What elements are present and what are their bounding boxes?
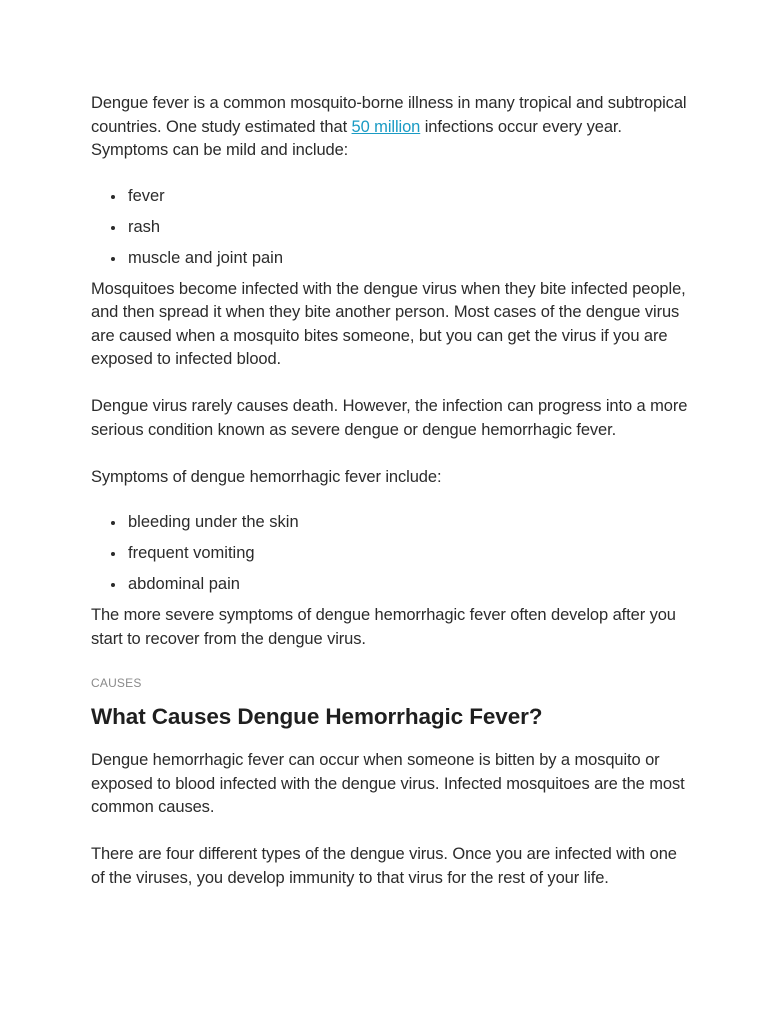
mild-symptoms-list (91, 185, 691, 271)
severe-symptoms-list (91, 511, 691, 597)
list-item: muscle and joint pain (128, 247, 691, 271)
paragraph-spacer (91, 442, 691, 466)
list-item: fever (128, 185, 691, 209)
causes-paragraph: Dengue hemorrhagic fever can occur when someone is bitten by a mosquito or exposed to blood infected with the dengue virus. Infected mosquitoes are the most common causes. (91, 751, 685, 816)
article-body (91, 92, 691, 890)
intro-text-end: infections occur every year. Symptoms can be mild and include: (91, 117, 622, 159)
section-heading: What Causes Dengue Hemorrhagic Fever? (91, 704, 543, 729)
severe-symptoms-intro: Symptoms of dengue hemorrhagic fever include: (91, 467, 442, 486)
virus-types-paragraph: There are four different types of the dengue virus. Once you are infected with one of the viruses, you develop immunity to that virus for the rest of your life. (91, 845, 677, 887)
intro-text-start: Dengue fever is a common mosquito-borne illness in many tropical and subtropical countries. One study estimated that (91, 94, 687, 136)
transmission-paragraph: Mosquitoes become infected with the dengue virus when they bite infected people, and then spread it when they bite another person. Most cases of the dengue virus are caused when a mosquito bites someone, but you can get the virus if you are exposed to infected blood. (91, 279, 686, 368)
statistic-link[interactable]: 50 million (351, 117, 421, 136)
paragraph-spacer (91, 820, 691, 844)
list-item: frequent vomiting (128, 542, 691, 566)
list-item: rash (128, 216, 691, 240)
paragraph-spacer (91, 372, 691, 396)
recovery-paragraph: The more severe symptoms of dengue hemorrhagic fever often develop after you start to recover from the dengue virus. (91, 606, 676, 648)
section-tag: CAUSES (91, 676, 142, 690)
death-paragraph: Dengue virus rarely causes death. However, the infection can progress into a more serious condition known as severe dengue or dengue hemorrhagic fever. (91, 397, 688, 439)
intro-paragraph (91, 92, 691, 163)
list-item: bleeding under the skin (128, 511, 691, 535)
list-item: abdominal pain (128, 573, 691, 597)
